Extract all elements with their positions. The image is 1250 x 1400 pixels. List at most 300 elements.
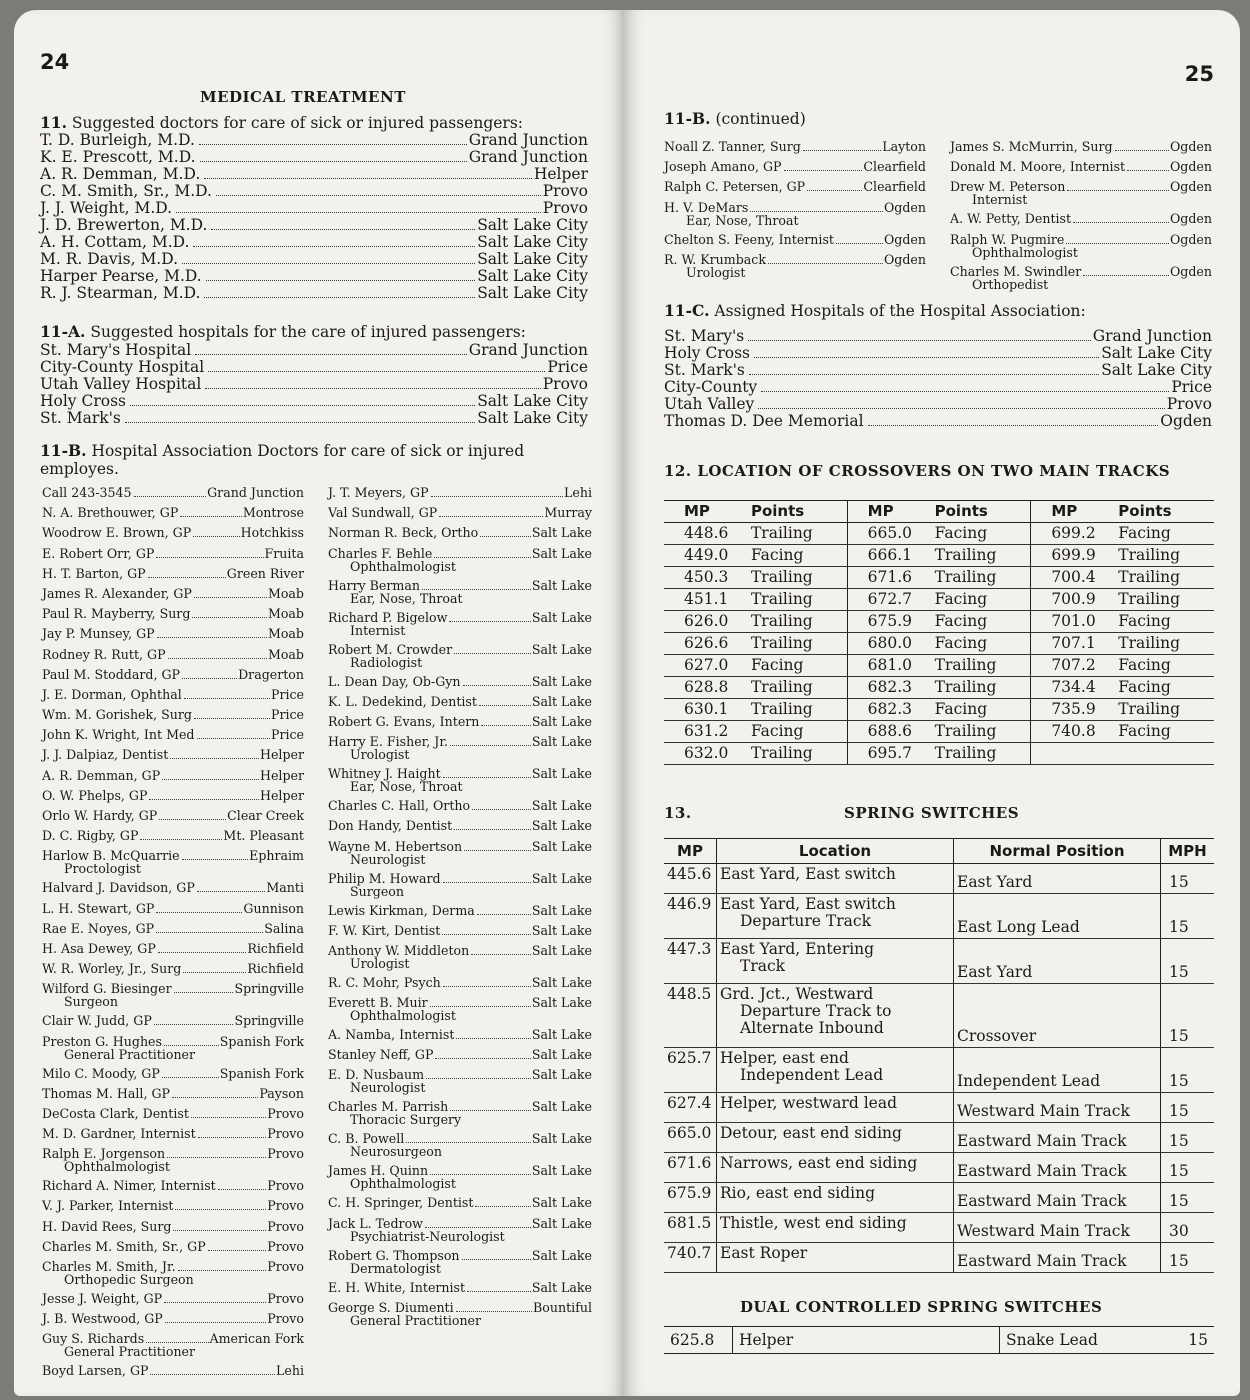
leader-row (40, 410, 588, 427)
dot-leader (439, 516, 543, 517)
dot-leader (435, 1058, 530, 1059)
doctor-name: Rae E. Noyes, GP (42, 920, 155, 936)
leader-row (40, 200, 588, 217)
switch-normal-position: Westward Main Track (954, 1213, 1161, 1243)
dot-leader (456, 1038, 530, 1039)
doctor-city: Salt Lake (531, 693, 592, 709)
crossover-points: Facing (747, 721, 847, 743)
dot-leader (125, 422, 475, 423)
crossover-points: Facing (1114, 655, 1214, 677)
doctor-city: Clear Creek (227, 808, 304, 823)
switch-location (717, 939, 954, 984)
spring-switches-table (664, 838, 1214, 1273)
s11-doctor-list (40, 132, 588, 302)
doctor-entry (328, 1100, 592, 1126)
doctor-entry (42, 1292, 304, 1306)
leader-row (664, 396, 1212, 413)
entry-name: J. J. Weight, M.D. (40, 199, 173, 217)
dot-leader (748, 340, 1091, 341)
doctor-name: Joseph Amano, GP (664, 159, 782, 175)
doctor-name: J. B. Westwood, GP (42, 1311, 163, 1327)
crossover-mp: 695.7 (847, 743, 930, 765)
switch-mp: 448.5 (664, 984, 717, 1048)
entry-city: Salt Lake City (477, 284, 588, 302)
entry-name: R. J. Stearman, M.D. (40, 284, 201, 302)
doctor-name: D. C. Rigby, GP (42, 828, 139, 844)
doctor-city: Hotchkiss (240, 525, 304, 541)
doctor-line (42, 1312, 304, 1326)
location-line: Track (740, 957, 786, 975)
dot-leader (750, 211, 883, 212)
doctor-city: Provo (267, 1105, 304, 1121)
entry-name: City-County (664, 378, 758, 396)
doctor-entry (328, 872, 592, 898)
switch-mph: 15 (1161, 1243, 1215, 1273)
dot-leader (197, 738, 270, 739)
doctor-city: Murray (544, 505, 592, 521)
dot-leader (803, 150, 881, 151)
entry-city: Provo (542, 182, 588, 200)
doctor-name: Harlow B. McQuarrie (42, 848, 180, 864)
switch-normal-position: East Yard (954, 939, 1161, 984)
switch-location (717, 1183, 954, 1213)
dot-leader (462, 1259, 531, 1260)
crossover-points: Facing (931, 611, 1031, 633)
dot-leader (182, 859, 249, 860)
doctor-specialty: Radiologist (350, 654, 423, 670)
doctor-entry (42, 1179, 304, 1193)
section-title: MEDICAL TREATMENT (200, 88, 406, 106)
doctor-name: Robert G. Thompson (328, 1247, 460, 1263)
doctor-entry (42, 587, 304, 601)
doctor-name: C. H. Springer, Dentist (328, 1195, 474, 1211)
doctor-name: Paul M. Stoddard, GP (42, 666, 180, 682)
doctor-name: F. W. Kirt, Dentist (328, 922, 441, 938)
dot-leader (426, 1078, 531, 1079)
doctor-entry (328, 840, 592, 866)
doctor-entry (328, 1028, 592, 1042)
doctor-line (328, 1281, 592, 1295)
crossover-row (664, 545, 1214, 567)
doctor-name: Donald M. Moore, Internist (950, 159, 1126, 175)
crossover-points: Facing (1114, 523, 1214, 545)
doctor-city: Ogden (1169, 231, 1212, 247)
doctor-entry (42, 1087, 304, 1101)
doctor-specialty: Ophthalmologist (350, 1008, 456, 1024)
switch-normal-position: Eastward Main Track (954, 1153, 1161, 1183)
s11b-cont-label: (continued) (715, 110, 806, 128)
entry-name: Holy Cross (664, 344, 750, 362)
doctor-line (42, 1292, 304, 1306)
doctor-entry (42, 1220, 304, 1234)
dot-leader (204, 178, 532, 179)
doctor-entry (42, 506, 304, 520)
header-location: Location (717, 839, 954, 864)
doctor-city: Provo (267, 1146, 304, 1162)
entry-name: Utah Valley Hospital (40, 375, 202, 393)
switch-normal-position: Eastward Main Track (954, 1243, 1161, 1273)
crossover-mp: 450.3 (664, 567, 747, 589)
leader-row (40, 132, 588, 149)
entry-city: Price (1171, 378, 1212, 396)
doctor-name: George S. Diumenti (328, 1299, 454, 1315)
doctor-name: H. David Rees, Surg (42, 1218, 172, 1234)
dot-leader (1067, 190, 1169, 191)
switch-location (717, 1093, 954, 1123)
doctor-line (42, 922, 304, 936)
dot-leader (749, 374, 1099, 375)
crossover-points: Trailing (1114, 567, 1214, 589)
dot-leader (1083, 275, 1169, 276)
crossover-mp: 681.0 (847, 655, 930, 677)
dot-leader (148, 577, 226, 578)
dual-normal-position: Snake Lead (1006, 1331, 1098, 1349)
location-line: Grd. Jct., Westward (720, 985, 874, 1003)
crossover-points: Trailing (747, 699, 847, 721)
doctor-city: Payson (259, 1085, 304, 1101)
doctor-name: Lewis Kirkman, Derma (328, 902, 475, 918)
switch-normal-position: Independent Lead (954, 1048, 1161, 1093)
entry-city: Grand Junction (468, 131, 588, 149)
entry-city: Grand Junction (468, 148, 588, 166)
doctor-entry (328, 1301, 592, 1327)
entry-name: M. R. Davis, M.D. (40, 250, 179, 268)
doctor-entry (328, 735, 592, 761)
dot-leader (194, 718, 270, 719)
s11-number: 11. (40, 113, 67, 132)
doctor-name: Wayne M. Hebertson (328, 838, 463, 854)
doctor-city: Ogden (1169, 263, 1212, 279)
entry-city: Salt Lake City (1101, 361, 1212, 379)
doctor-entry (328, 643, 592, 669)
dot-leader (422, 589, 531, 590)
crossover-row (664, 655, 1214, 677)
doctor-city: Salt Lake (531, 922, 592, 938)
dot-leader (195, 354, 467, 355)
dot-leader (754, 357, 1099, 358)
entry-city: Salt Lake City (1101, 344, 1212, 362)
doctor-city: Salt Lake (531, 1027, 592, 1043)
doctor-name: Norman R. Beck, Ortho (328, 525, 479, 541)
entry-name: Thomas D. Dee Memorial (664, 412, 864, 430)
crossover-mp: 707.2 (1031, 655, 1114, 677)
s11b-number: 11-B. (40, 441, 87, 460)
doctor-city: Salt Lake (531, 1131, 592, 1147)
doctor-name: Philip M. Howard (328, 870, 441, 886)
doctor-entry (328, 924, 592, 938)
dot-leader (475, 1206, 530, 1207)
doctor-city: Salt Lake (531, 673, 592, 689)
doctor-city: Provo (267, 1178, 304, 1194)
entry-name: T. D. Burleigh, M.D. (40, 131, 195, 149)
doctor-city: Ephraim (249, 848, 304, 864)
doctor-name: Charles M. Smith, Jr. (42, 1259, 176, 1274)
dot-leader (218, 1189, 266, 1190)
doctor-line (328, 486, 592, 500)
dot-leader (406, 1142, 531, 1143)
s11c-number: 11-C. (664, 301, 710, 320)
dot-leader (477, 914, 531, 915)
dot-leader (175, 1209, 266, 1210)
switch-location (717, 1243, 954, 1273)
doctor-line (42, 547, 304, 561)
right-page (624, 10, 1240, 1396)
dot-leader (768, 263, 883, 264)
doctor-name: K. L. Dedekind, Dentist (328, 693, 477, 709)
switch-mp: 665.0 (664, 1123, 717, 1153)
dot-leader (450, 1110, 531, 1111)
dot-leader (449, 621, 530, 622)
doctor-line (42, 506, 304, 520)
doctor-line (328, 1048, 592, 1062)
doctor-specialty: Ophthalmologist (64, 1159, 170, 1175)
doctor-entry (42, 1199, 304, 1213)
crossover-points: Trailing (1114, 589, 1214, 611)
s11b-heading-text: Hospital Association Doctors for care of sick or injured (91, 442, 525, 460)
dot-leader (192, 617, 267, 618)
switch-location (717, 1213, 954, 1243)
doctor-city: Richfield (247, 940, 304, 956)
doctor-line (328, 506, 592, 520)
doctor-name: Charles M. Smith, Sr., GP (42, 1238, 206, 1254)
doctor-name: Robert M. Crowder (328, 641, 453, 657)
doctor-specialty: Urologist (350, 955, 410, 971)
spring-switch-row (664, 1093, 1214, 1123)
doctor-entry (950, 233, 1212, 259)
doctor-name: W. R. Worley, Jr., Surg (42, 961, 182, 977)
doctor-city: Helper (260, 767, 304, 783)
doctor-line (42, 789, 304, 803)
leader-row (40, 149, 588, 166)
doctor-line (42, 648, 304, 662)
doctor-line (42, 1107, 304, 1121)
doctor-city: Moab (267, 606, 304, 622)
dot-leader (134, 496, 207, 497)
s11c-heading-text: Assigned Hospitals of the Hospital Association: (714, 302, 1086, 320)
crossover-points: Trailing (747, 611, 847, 633)
header-points: Points (1114, 501, 1214, 523)
s11b-cont-column-1 (664, 140, 926, 285)
entry-name: City-County Hospital (40, 358, 205, 376)
doctor-city: Moab (267, 585, 304, 601)
location-line: Independent Lead (740, 1066, 884, 1084)
switch-mph: 15 (1161, 1183, 1215, 1213)
doctor-city: Salt Lake (531, 525, 592, 541)
spring-header-row (664, 839, 1214, 864)
crossover-points: Trailing (931, 655, 1031, 677)
doctor-name: Harry E. Fisher, Jr. (328, 734, 448, 750)
doctor-city: Dragerton (238, 666, 304, 682)
crossover-points: Trailing (931, 567, 1031, 589)
entry-name: St. Mary's (664, 327, 745, 345)
doctor-city: Clearfield (863, 179, 926, 195)
doctor-name: Richard A. Nimer, Internist (42, 1178, 216, 1194)
doctor-city: Provo (267, 1259, 304, 1274)
dot-leader (868, 425, 1159, 426)
crossover-mp: 451.1 (664, 589, 747, 611)
crossover-row (664, 699, 1214, 721)
crossover-row (664, 589, 1214, 611)
location-line: East Roper (720, 1244, 808, 1262)
dot-leader (1066, 243, 1169, 244)
doctor-entry (328, 1249, 592, 1275)
dot-leader (454, 653, 531, 654)
s11-heading-text: Suggested doctors for care of sick or injured passengers: (71, 114, 523, 132)
doctor-name: L. Dean Day, Ob-Gyn (328, 673, 461, 689)
crossover-points: Facing (747, 655, 847, 677)
crossover-mp: 666.1 (847, 545, 930, 567)
s11b-cont-number: 11-B. (664, 109, 711, 128)
doctor-city: American Fork (209, 1331, 304, 1347)
dot-leader (162, 779, 259, 780)
s11a-heading (40, 323, 605, 341)
doctor-name: O. W. Phelps, GP (42, 787, 148, 803)
doctor-entry (328, 715, 592, 729)
entry-city: Ogden (1160, 412, 1212, 430)
dot-leader (216, 195, 541, 196)
doctor-city: Manti (266, 880, 304, 896)
dot-leader (481, 725, 530, 726)
crossover-points: Trailing (1114, 633, 1214, 655)
dual-location: Helper (733, 1327, 1000, 1354)
doctor-specialty: Ophthalmologist (972, 244, 1078, 260)
doctor-name: Noall Z. Tanner, Surg (664, 139, 801, 154)
doctor-city: Ogden (1169, 179, 1212, 195)
doctor-line (42, 668, 304, 682)
doctor-entry (42, 1332, 304, 1358)
switch-mp: 671.6 (664, 1153, 717, 1183)
doctor-city: Salt Lake (531, 641, 592, 657)
doctor-specialty: Neurosurgeon (350, 1144, 442, 1160)
doctor-name: V. J. Parker, Internist (42, 1198, 174, 1214)
doctor-line (328, 715, 592, 729)
location-line: East Yard, Entering (720, 940, 875, 958)
doctor-line (328, 904, 592, 918)
crossover-mp: 448.6 (664, 523, 747, 545)
doctor-name: M. D. Gardner, Internist (42, 1126, 196, 1142)
doctor-entry (328, 1132, 592, 1158)
doctor-entry (42, 829, 304, 843)
doctor-city: Provo (267, 1238, 304, 1254)
doctor-entry (950, 212, 1212, 226)
doctor-entry (42, 769, 304, 783)
doctor-city: Ogden (883, 251, 926, 267)
s13-title: SPRING SWITCHES (844, 804, 1020, 822)
doctor-entry (42, 567, 304, 581)
doctor-line (664, 140, 926, 154)
crossover-mp: 734.4 (1031, 677, 1114, 699)
doctor-city: Salt Lake (531, 1163, 592, 1179)
doctor-name: Guy S. Richards (42, 1331, 145, 1347)
location-line: Detour, east end siding (720, 1124, 902, 1142)
header-mph: MPH (1161, 839, 1215, 864)
dot-leader (199, 144, 467, 145)
leader-row (664, 362, 1212, 379)
doctor-city: Ogden (1169, 159, 1212, 175)
doctor-name: Clair W. Judd, GP (42, 1013, 152, 1029)
doctor-entry (328, 675, 592, 689)
doctor-entry (328, 1048, 592, 1062)
crossover-mp: 688.6 (847, 721, 930, 743)
entry-name: St. Mary's Hospital (40, 341, 192, 359)
crossover-mp: 632.0 (664, 743, 747, 765)
doctor-entry (42, 668, 304, 682)
doctor-name: Ralph W. Pugmire (950, 231, 1065, 247)
doctor-entry (42, 607, 304, 621)
doctor-specialty: Ear, Nose, Throat (350, 779, 463, 795)
dot-leader (430, 1006, 531, 1007)
dot-leader (194, 597, 267, 598)
switch-location (717, 894, 954, 939)
dot-leader (450, 745, 531, 746)
doctor-city: Salt Lake (531, 545, 592, 561)
doctor-line (950, 140, 1212, 154)
doctor-entry (42, 526, 304, 540)
doctor-entry (42, 942, 304, 956)
dot-leader (758, 408, 1164, 409)
doctor-entry (42, 902, 304, 916)
spring-switch-row (664, 1183, 1214, 1213)
doctor-entry (42, 982, 304, 1008)
doctor-entry (42, 1240, 304, 1254)
leader-row (40, 342, 588, 359)
doctor-name: Charles M. Swindler (950, 263, 1082, 279)
doctor-city: Salt Lake (531, 995, 592, 1011)
doctor-entry (328, 819, 592, 833)
doctor-name: Whitney J. Haight (328, 766, 441, 782)
doctor-name: James R. Alexander, GP (42, 585, 192, 601)
location-line: East Yard, East switch (720, 895, 896, 913)
doctor-specialty: Ophthalmologist (350, 558, 456, 574)
crossover-points: Facing (747, 545, 847, 567)
dot-leader (431, 496, 563, 497)
dot-leader (208, 371, 545, 372)
doctor-line (328, 1196, 592, 1210)
doctor-city: Grand Junction (207, 485, 304, 500)
doctor-entry (42, 809, 304, 823)
left-page (14, 10, 624, 1396)
dual-mph: 15 (1188, 1331, 1208, 1349)
doctor-name: Wm. M. Gorishek, Surg (42, 707, 192, 723)
spring-switch-row (664, 984, 1214, 1048)
doctor-entry (328, 996, 592, 1022)
dot-leader (197, 891, 266, 892)
doctor-city: Price (270, 707, 304, 723)
doctor-name: Ralph C. Petersen, GP (664, 179, 806, 195)
location-line: Departure Track to (740, 1002, 892, 1020)
crossover-points: Facing (931, 523, 1031, 545)
doctor-line (42, 902, 304, 916)
doctor-entry (42, 748, 304, 762)
doctor-name: Milo C. Moody, GP (42, 1065, 160, 1081)
dot-leader (456, 1311, 532, 1312)
crossover-points (1114, 743, 1214, 765)
entry-city: Provo (1166, 395, 1212, 413)
doctor-name: Jesse J. Weight, GP (42, 1291, 163, 1306)
doctor-city: Provo (267, 1198, 304, 1214)
doctor-name: Boyd Larsen, GP (42, 1363, 149, 1379)
crossover-mp: 628.8 (664, 677, 747, 699)
switch-location (717, 1123, 954, 1153)
doctor-line (42, 1364, 304, 1378)
dot-leader (208, 1250, 267, 1251)
doctor-name: Paul R. Mayberry, Surg (42, 606, 191, 622)
crossover-mp: 700.4 (1031, 567, 1114, 589)
doctor-entry (42, 922, 304, 936)
dot-leader (480, 536, 531, 537)
switch-mp: 627.4 (664, 1093, 717, 1123)
s11c-heading (664, 302, 1224, 320)
